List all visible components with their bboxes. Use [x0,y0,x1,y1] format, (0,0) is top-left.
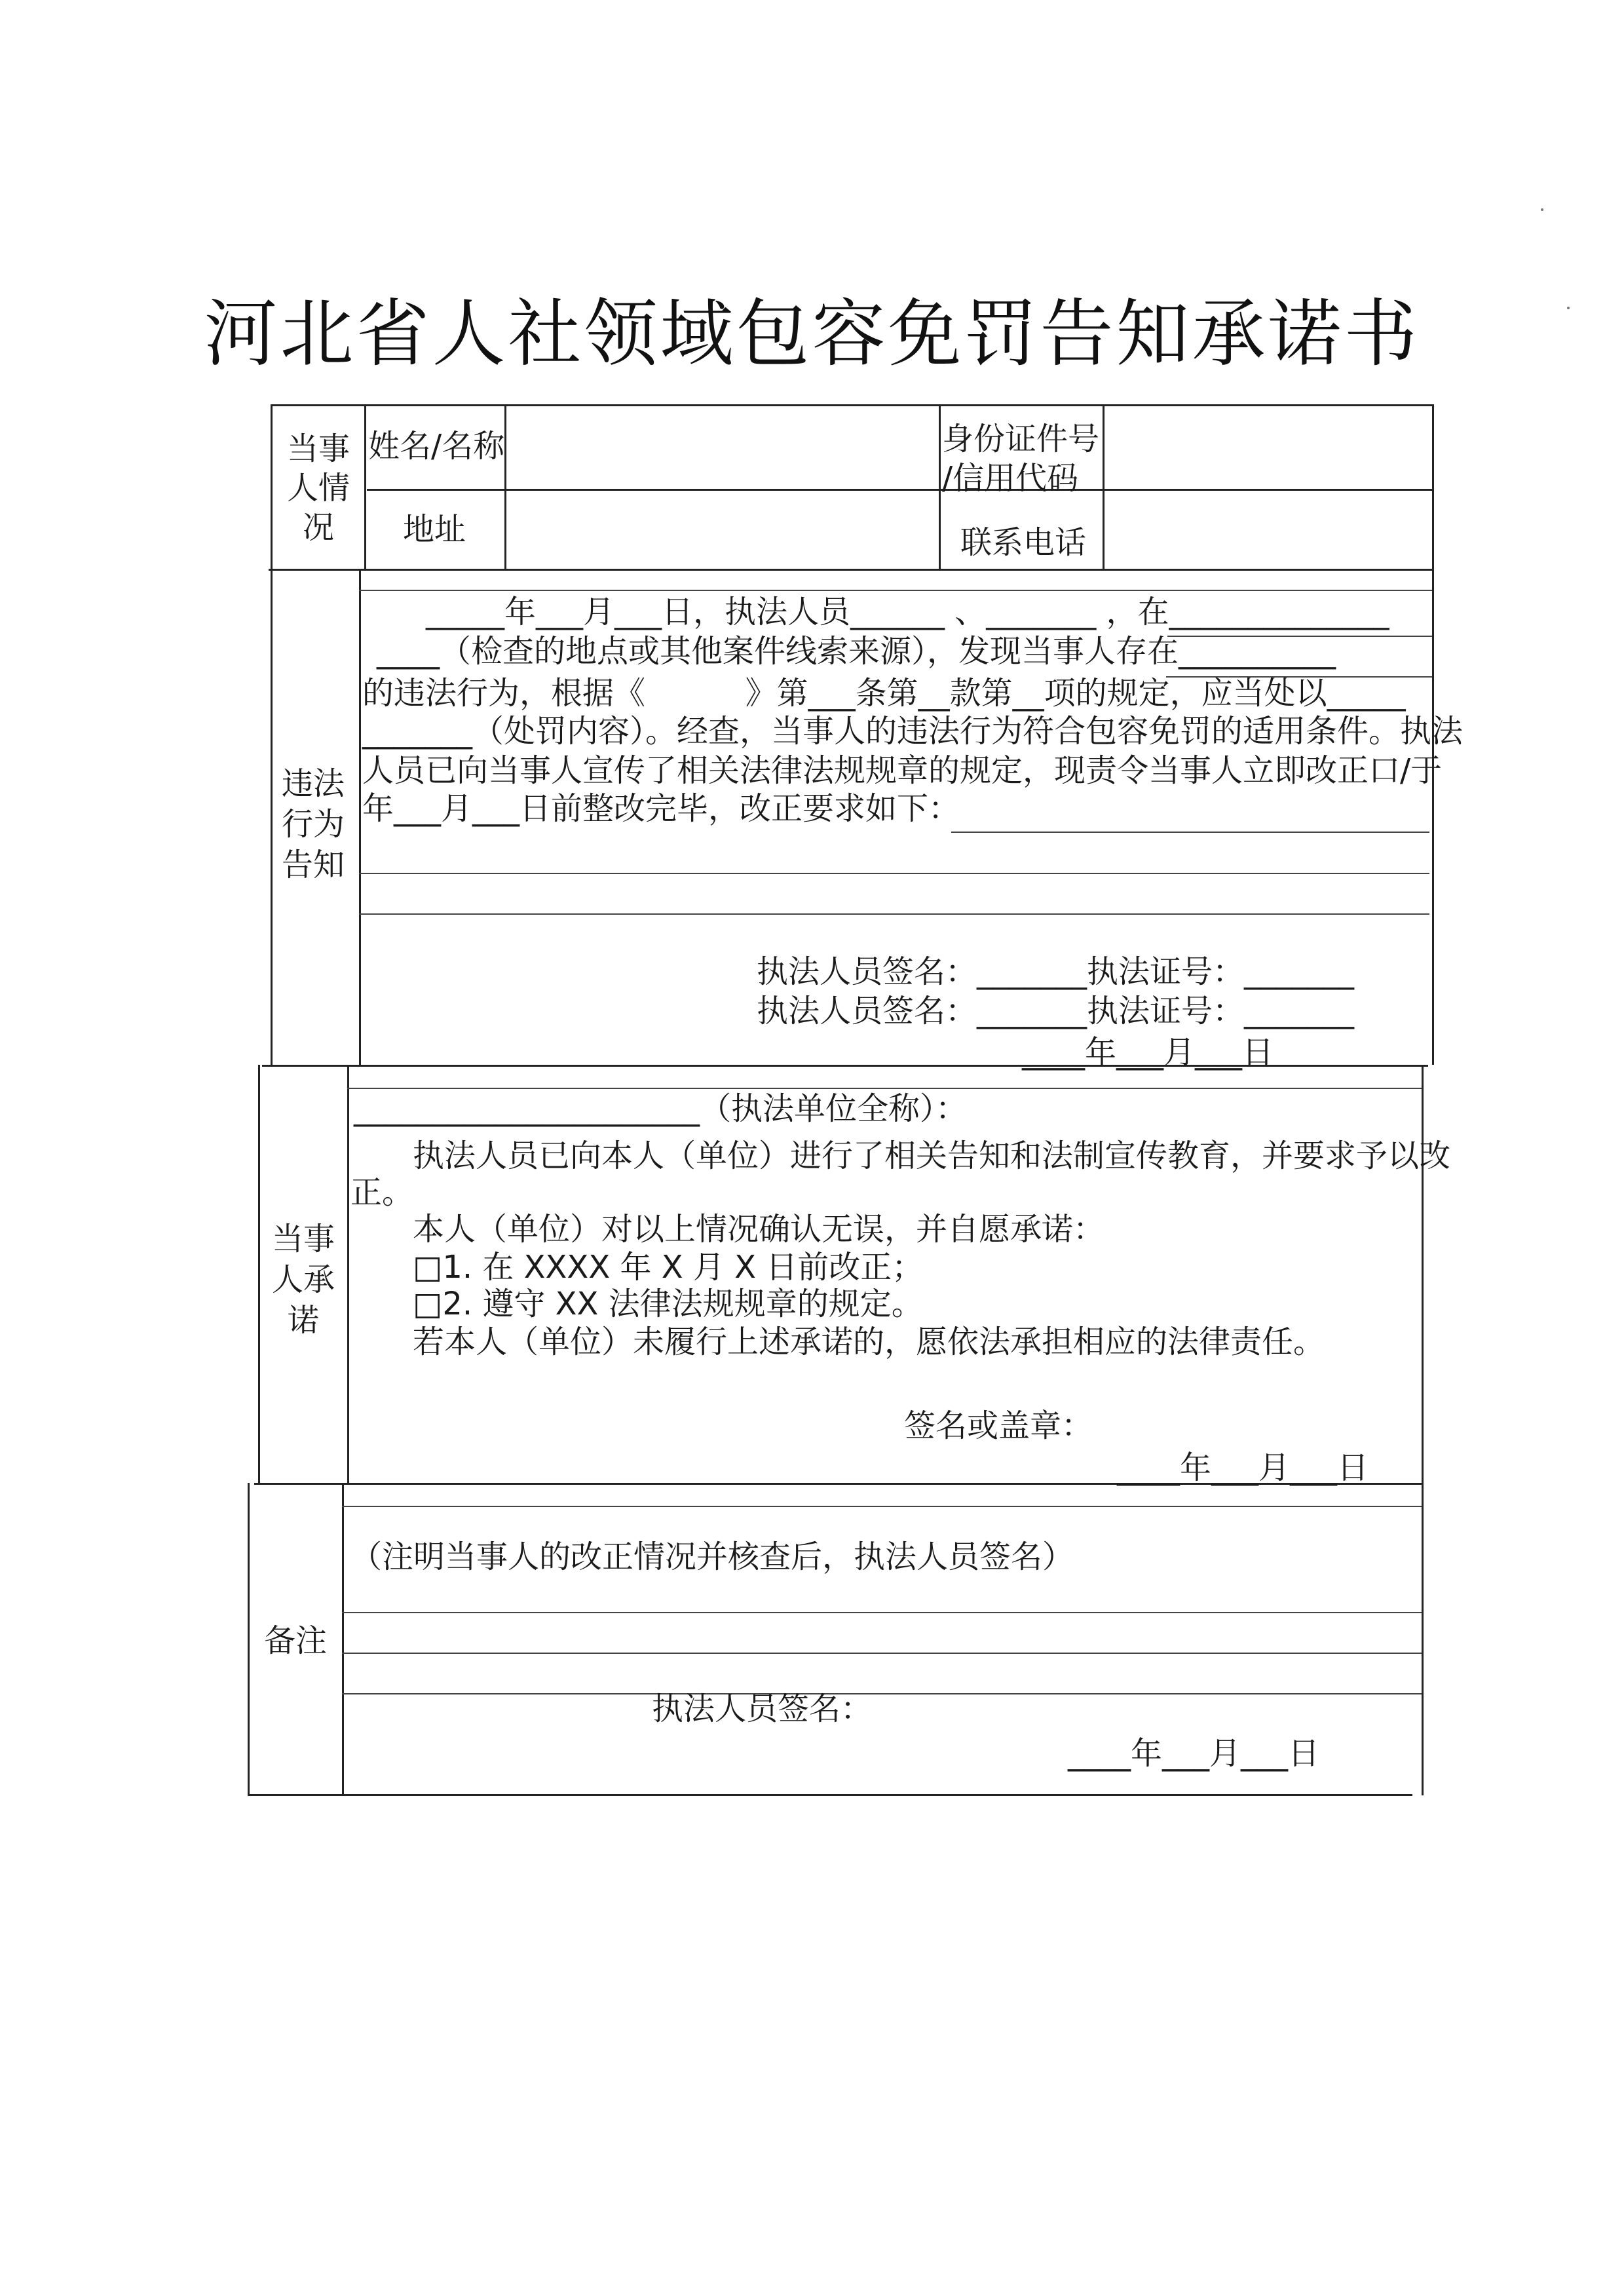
remarks-section-label: 备注 [263,1622,327,1659]
label-column-divider-3 [347,1065,349,1483]
writing-line [359,590,1432,591]
commitment-section-label: 当事 人承 诺 [271,1221,335,1339]
commitment-item-2[interactable]: □2. 遵守 XX 法律法规规章的规定。 [413,1286,923,1322]
phone-label: 联系电话 [960,524,1087,561]
writing-line [359,913,1429,915]
violation-text-line-5: 人员已向当事人宣传了相关法律法规规章的规定，现责令当事人立即改正口/于 [362,752,1443,789]
violation-section-label: 违法 行为 告知 [281,765,345,883]
writing-line [342,1653,1422,1654]
table-top-border [271,404,1433,406]
violation-text-line-3: 的违法行为，根据《 》第___条第__款第__项的规定，应当处以_____ [362,675,1406,712]
table-left-border-2 [258,1065,260,1483]
commitment-unit-line: ______________________（执法单位全称）： [354,1090,968,1127]
document-title: 河北省人社领域包容免罚告知承诺书 [204,292,1420,377]
address-label: 地址 [403,511,466,548]
commitment-text-line-3: 正。 [350,1174,414,1211]
label-column-divider-2 [359,569,361,1065]
label-column-divider-1 [364,404,366,569]
table-bottom-border [248,1794,1412,1796]
violation-text-line-4: _______（处罚内容）。经查，当事人的违法行为符合包容免罚的适用条件。执法 [362,713,1463,750]
commitment-text-line-5: 若本人（单位）未履行上述承诺的，愿依法承担相应的法律责任。 [413,1324,1325,1360]
writing-line [359,873,1429,874]
id-label-right-divider [1103,404,1105,569]
table-right-border-2 [1422,1065,1424,1795]
name-label: 姓名/名称 [368,428,505,465]
violation-date: ____年___月___日 [1022,1034,1274,1071]
label-column-divider-4 [342,1483,344,1795]
violation-text-line-1: _____年___月___日，执法人员______ 、_______ ，在______________ [426,594,1389,630]
id-label-left-divider [939,404,941,569]
writing-line [342,1693,1422,1694]
party-info-section-label: 当事 人情 况 [286,430,350,546]
remarks-date: ____年___月___日 [1068,1735,1320,1772]
scan-speck [1567,307,1570,309]
id-label: 身份证件号 /信用代码 [942,421,1100,497]
id-field[interactable] [1107,408,1428,486]
address-field[interactable] [508,493,934,565]
officer-signature-line-2: 执法人员签名：_______执法证号：_______ [757,993,1355,1029]
commitment-text-line-2: 执法人员已向本人（单位）进行了相关告知和法制宣传教育，并要求予以改 [413,1138,1451,1174]
party-name-row-divider [367,489,1433,491]
remarks-note: （注明当事人的改正情况并核查后，执法人员签名） [350,1539,1074,1575]
writing-line [951,832,1429,833]
officer-signature-line-1: 执法人员签名：_______执法证号：_______ [757,953,1355,990]
name-field[interactable] [508,408,934,486]
name-label-divider [504,404,506,569]
commitment-signature: 签名或盖章： [904,1407,1093,1444]
scan-speck [1541,208,1543,211]
commitment-date: ____年___月___日 [1117,1449,1369,1486]
commitment-item-1[interactable]: □1. 在 XXXX 年 X 月 X 日前改正； [413,1249,924,1286]
table-left-border-3 [248,1483,250,1795]
violation-text-line-6: 年___月___日前整改完毕，改正要求如下： [362,790,960,827]
table-left-border-1 [271,404,273,1065]
writing-line [342,1612,1422,1613]
violation-text-line-2: ____（检查的地点或其他案件线索来源），发现当事人存在__________ [377,633,1336,670]
commitment-text-line-4: 本人（单位）对以上情况确认无误，并自愿承诺： [413,1211,1105,1248]
phone-field[interactable] [1107,493,1428,565]
remarks-officer-signature: 执法人员签名： [652,1691,873,1727]
writing-line [342,1506,1422,1507]
party-section-bottom [269,569,1433,571]
writing-line [347,1088,1422,1089]
